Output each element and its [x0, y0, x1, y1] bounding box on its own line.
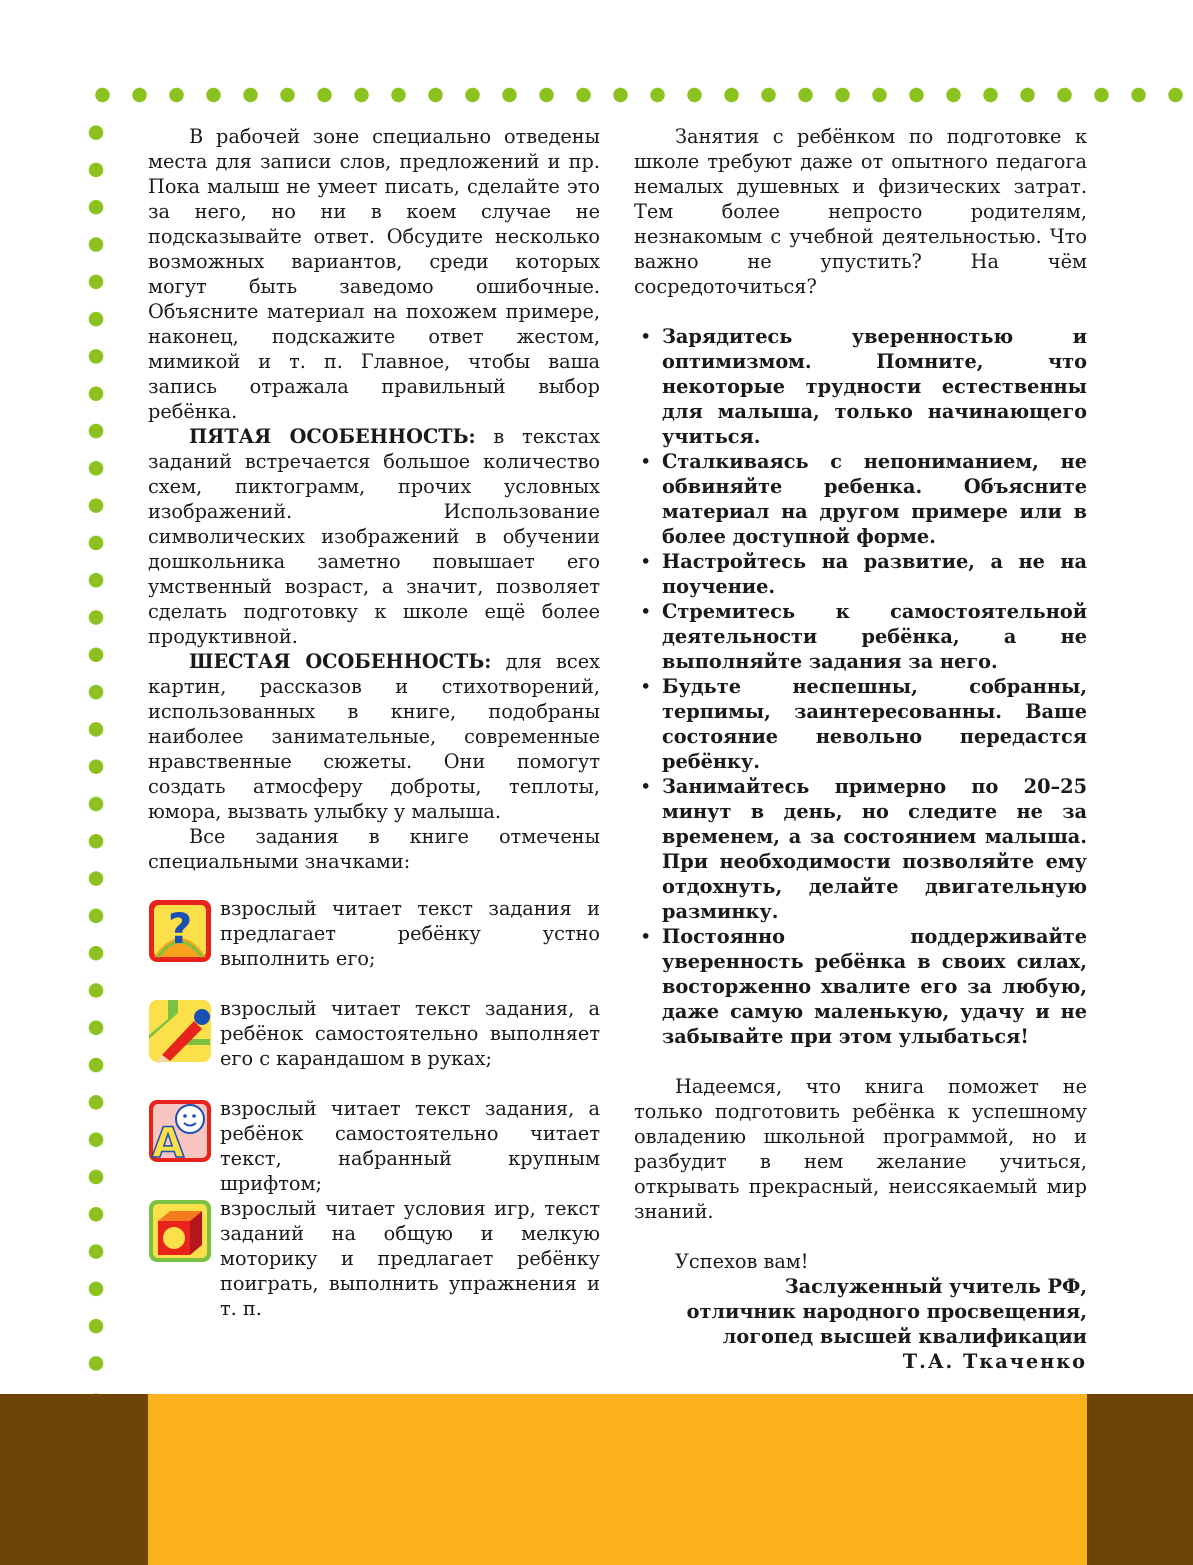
signature-line: Заслуженный учитель РФ, [784, 1275, 1087, 1298]
paragraph-intro: Занятия с ребёнком по подготовке к школе требуют даже от опытного педагога немалых душевных и физических затрат. Тем более непросто родителям, незнакомым с учебной деятельностью. Что важно не упустить? На чём сосредоточиться? [634, 125, 1087, 298]
paragraph-sixth-feature [148, 649, 600, 824]
left-column [148, 124, 600, 1320]
advice-item: • Постоянно поддерживайте уверенность ребёнка в своих силах, восторженно хвалите его за любую, даже самую маленькую, удачу и не забывайте при этом улыбаться! [634, 924, 1087, 1049]
decorative-dots-left [85, 114, 107, 1404]
advice-list [634, 324, 1087, 1049]
footer-band-center [148, 1394, 1087, 1565]
icon-legend-item [148, 896, 600, 996]
advice-item: • Будьте неспешны, собранны, терпимы, заинтересованны. Ваше состояние невольно передастся ребёнку. [634, 674, 1087, 774]
icon-legend-item [148, 996, 600, 1096]
signature-line: отличник народного просвещения, [686, 1300, 1087, 1323]
icon-legend-text: взрослый читает текст задания и предлагает ребёнку устно выполнить его; [220, 897, 600, 970]
signature-author: Т.А. Ткаченко [902, 1350, 1087, 1373]
advice-item: • Настройтесь на развитие, а не на поучение. [634, 549, 1087, 599]
icon-legend-text: взрослый читает текст задания, а ребёнок самостоятельно выполняет его с карандашом в руках; [220, 997, 600, 1070]
signature-block [634, 1274, 1087, 1374]
paragraph-work-zone: В рабочей зоне специально отведены места для записи слов, предложений и пр. Пока малыш не умеет писать, сделайте это за него, но ни в коем случае не подсказывайте ответ. Обсудите несколько возможных вариантов, среди которых могут быть заведомо ошибочные. Объясните материал на похожем примере, наконец, подскажите ответ жестом, мимикой и т. п. Главное, чтобы ваша запись отражала правильный выбор ребёнка. [148, 125, 600, 423]
sixth-feature-text: для всех картин, рассказов и стихотворений, использованных в книге, подобраны наиболее занимательные, современные нравственные сюжеты. Они помогут создать атмосферу доброты, теплоты, юмора, вызвать улыбку у малыша. [148, 650, 600, 823]
icon-legend-text: взрослый читает условия игр, текст заданий на общую и мелкую моторику и предлагает ребёнку поиграть, выполнить упражнения и т. п. [220, 1197, 600, 1320]
pencil-icon [148, 999, 212, 1063]
advice-item: • Занимайтесь примерно по 20–25 минут в день, но следите не за временем, а за состоянием малыша. При необходимости позволяйте ему отдохнуть, делайте двигательную разминку. [634, 774, 1087, 924]
signature-line: логопед высшей квалификации [722, 1325, 1087, 1348]
fifth-feature-text: в текстах заданий встречается большое количество схем, пиктограмм, прочих условных изображений. Использование символических изображений в обучении дошкольника заметно повышает его умственный возраст, а значит, позволяет сделать подготовку к школе ещё более продуктивной. [148, 425, 600, 648]
paragraph-fifth-feature [148, 424, 600, 649]
advice-item: • Стремитесь к самостоятельной деятельности ребёнка, а не выполняйте задания за него. [634, 599, 1087, 674]
sixth-feature-heading: ШЕСТАЯ ОСОБЕННОСТЬ: [189, 650, 492, 673]
footer-band-left [0, 1394, 148, 1565]
paragraph-closing: Надеемся, что книга поможет не только подготовить ребёнка к успешному овладению школьной программой, но и разбудит в нем желание учиться, открывать прекрасный, неиссякаемый мир знаний. [634, 1075, 1087, 1223]
greeting: Успехов вам! [675, 1250, 809, 1273]
svg-text:?: ? [167, 904, 193, 953]
decorative-dots-top [84, 85, 1193, 105]
svg-text:A: A [151, 1118, 185, 1163]
advice-item: • Зарядитесь уверенностью и оптимизмом. Помните, что некоторые трудности естественны для малыша, только начинающего учиться. [634, 324, 1087, 449]
icon-legend-item [148, 1196, 600, 1320]
paragraph-icons-intro: Все задания в книге отмечены специальными значками: [148, 825, 600, 873]
cube-icon [148, 1199, 212, 1263]
letter-a-icon [148, 1099, 212, 1163]
question-icon [148, 899, 212, 963]
advice-item: • Сталкиваясь с непониманием, не обвиняйте ребенка. Объясните материал на другом примере или в более доступной форме. [634, 449, 1087, 549]
icon-legend-item [148, 1096, 600, 1196]
icon-legend-text: взрослый читает текст задания, а ребёнок самостоятельно читает текст, набранный крупным шрифтом; [220, 1097, 600, 1195]
right-column [634, 124, 1087, 1374]
footer-band-right [1087, 1394, 1193, 1565]
fifth-feature-heading: ПЯТАЯ ОСОБЕННОСТЬ: [189, 425, 476, 448]
